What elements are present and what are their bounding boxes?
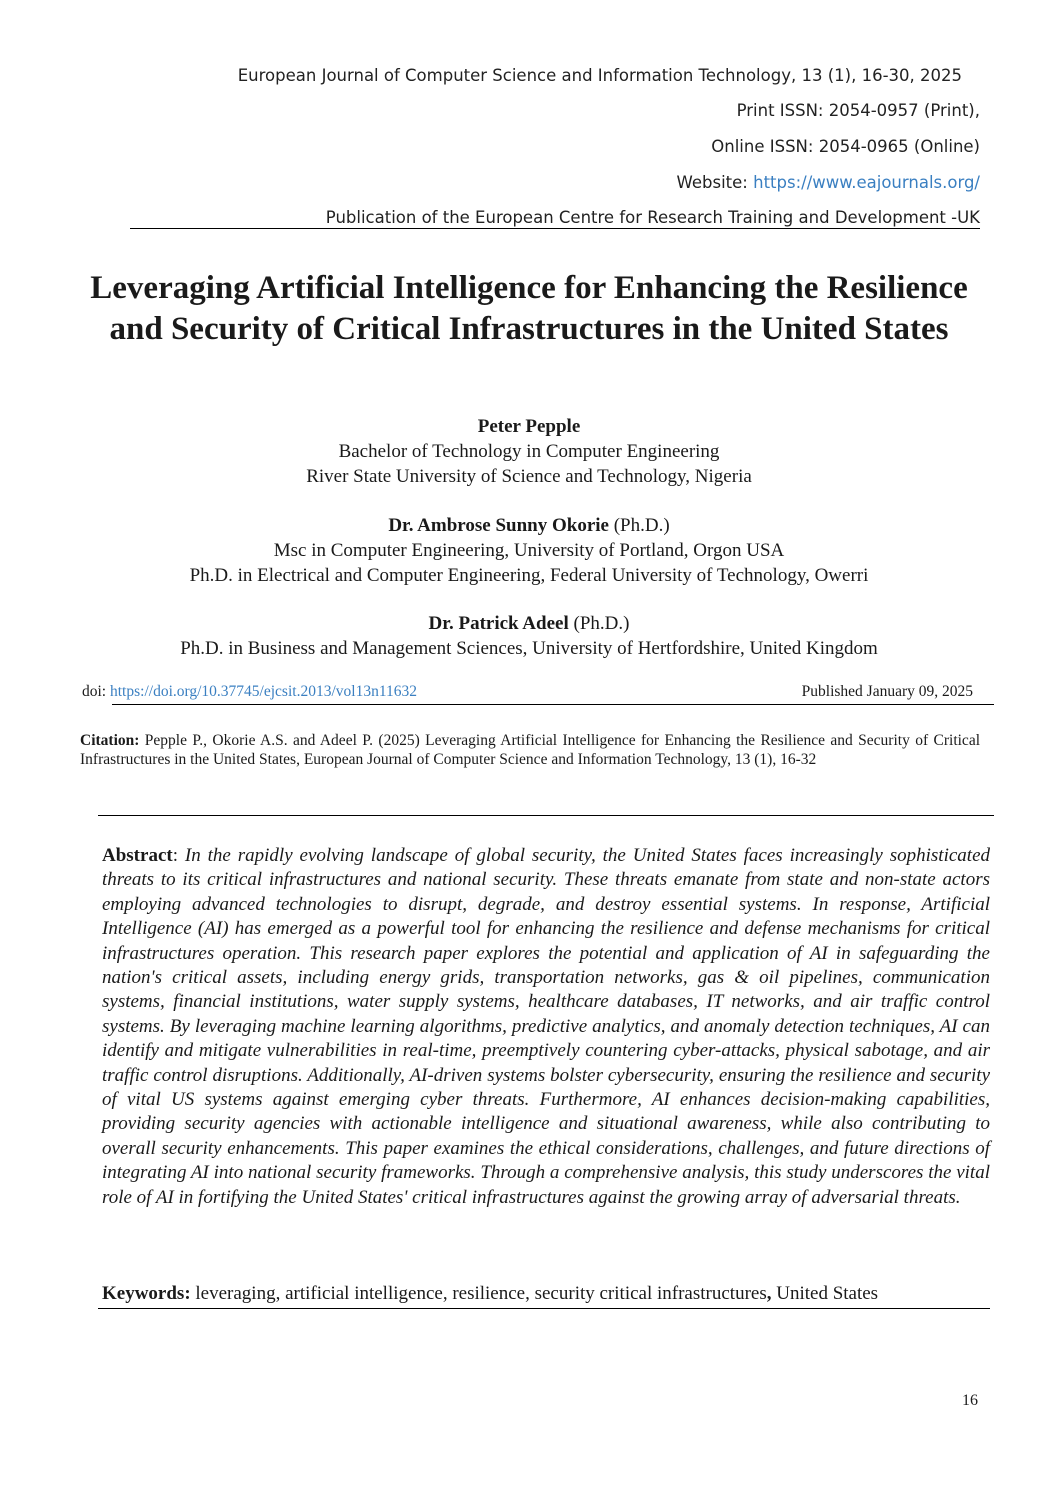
online-issn: Online ISSN: 2054-0965 (Online) <box>711 137 980 156</box>
author-2 <box>60 513 998 588</box>
keywords-text: leveraging, artificial intelligence, resilience, security critical infrastructures <box>190 1283 767 1304</box>
keywords-label: Keywords: <box>102 1283 191 1304</box>
keywords-divider <box>98 1308 990 1309</box>
author-affiliation: River State University of Science and Technology, Nigeria <box>306 466 752 487</box>
published-date: Published January 09, 2025 <box>801 683 973 700</box>
author-affiliation: Bachelor of Technology in Computer Engineering <box>338 441 720 462</box>
author-affiliation: Msc in Computer Engineering, University of Portland, Orgon USA <box>273 540 785 561</box>
doi-divider <box>112 704 994 705</box>
citation <box>80 731 980 769</box>
author-suffix: (Ph.D.) <box>568 613 630 634</box>
doi-link[interactable]: https://doi.org/10.37745/ejcsit.2013/vol13n11632 <box>110 683 417 700</box>
author-affiliation: Ph.D. in Electrical and Computer Engineering, Federal University of Technology, Owerri <box>189 565 869 586</box>
keywords-last: United States <box>771 1283 879 1304</box>
author-affiliation: Ph.D. in Business and Management Sciences, University of Hertfordshire, United Kingdom <box>180 638 878 659</box>
author-name: Dr. Ambrose Sunny Okorie <box>388 515 609 536</box>
doi-label: doi: <box>82 683 110 700</box>
abstract-label: Abstract <box>102 845 173 866</box>
journal-line: European Journal of Computer Science and Information Technology, 13 (1), 16-30, 2025 <box>237 66 962 85</box>
website-link[interactable]: https://www.eajournals.org/ <box>753 173 980 192</box>
abstract <box>102 844 990 1210</box>
author-name: Dr. Patrick Adeel <box>428 613 569 634</box>
website-label: Website: <box>676 173 754 192</box>
keywords-comma: , <box>766 1283 772 1304</box>
header-divider <box>130 228 980 229</box>
paper-title: Leveraging Artificial Intelligence for Enhancing the Resilience and Security of Critical Infrastructures in the United States <box>90 270 968 347</box>
citation-text: Pepple P., Okorie A.S. and Adeel P. (2025) Leveraging Artificial Intelligence for Enhancing the Resilience and Security of Critical Infrastructures in the United States, European Journal of Computer Science and Information Technology, 13 (1), 16-32 <box>80 732 980 768</box>
abstract-text: In the rapidly evolving landscape of global security, the United States faces increasingly sophisticated threats to its critical infrastructures and national security. These threats emanate from state and non-state actors employing advanced technologies to disrupt, degrade, and destroy essential systems. In response, Artificial Intelligence (AI) has emerged as a powerful tool for enhancing the resilience and defense mechanisms for critical infrastructures operation. This research paper explores the potential and application of AI in safeguarding the nation's critical assets, including energy grids, transportation networks, gas & oil pipelines, communication systems, financial institutions, water supply systems, healthcare databases, IT networks, and air traffic control systems. By leveraging machine learning algorithms, predictive analytics, and anomaly detection techniques, AI can identify and mitigate vulnerabilities in real-time, preemptively countering cyber-attacks, physical sabotage, and air traffic control disruptions. Additionally, AI-driven systems bolster cybersecurity, ensuring the resilience and security of vital US systems against emerging cyber threats. Furthermore, AI enhances decision-making capabilities, providing security agencies with actionable intelligence and situational awareness, while also contributing to overall security enhancements. This paper examines the ethical considerations, challenges, and future directions of integrating AI into national security frameworks. Through a comprehensive analysis, this study underscores the vital role of AI in fortifying the United States' critical infrastructures against the growing array of adversarial threats. <box>102 845 990 1208</box>
citation-divider <box>98 815 994 816</box>
citation-label: Citation: <box>80 732 140 749</box>
author-suffix: (Ph.D.) <box>608 515 670 536</box>
author-3 <box>60 611 998 661</box>
keywords <box>102 1283 878 1305</box>
publisher-line: Publication of the European Centre for Research Training and Development -UK <box>325 208 980 227</box>
author-1 <box>60 414 998 489</box>
print-issn: Print ISSN: 2054-0957 (Print), <box>736 101 980 120</box>
author-name: Peter Pepple <box>477 416 581 437</box>
abstract-colon: : <box>172 845 185 866</box>
website-line <box>677 173 980 192</box>
doi-row <box>82 683 978 701</box>
page-number: 16 <box>962 1392 978 1409</box>
